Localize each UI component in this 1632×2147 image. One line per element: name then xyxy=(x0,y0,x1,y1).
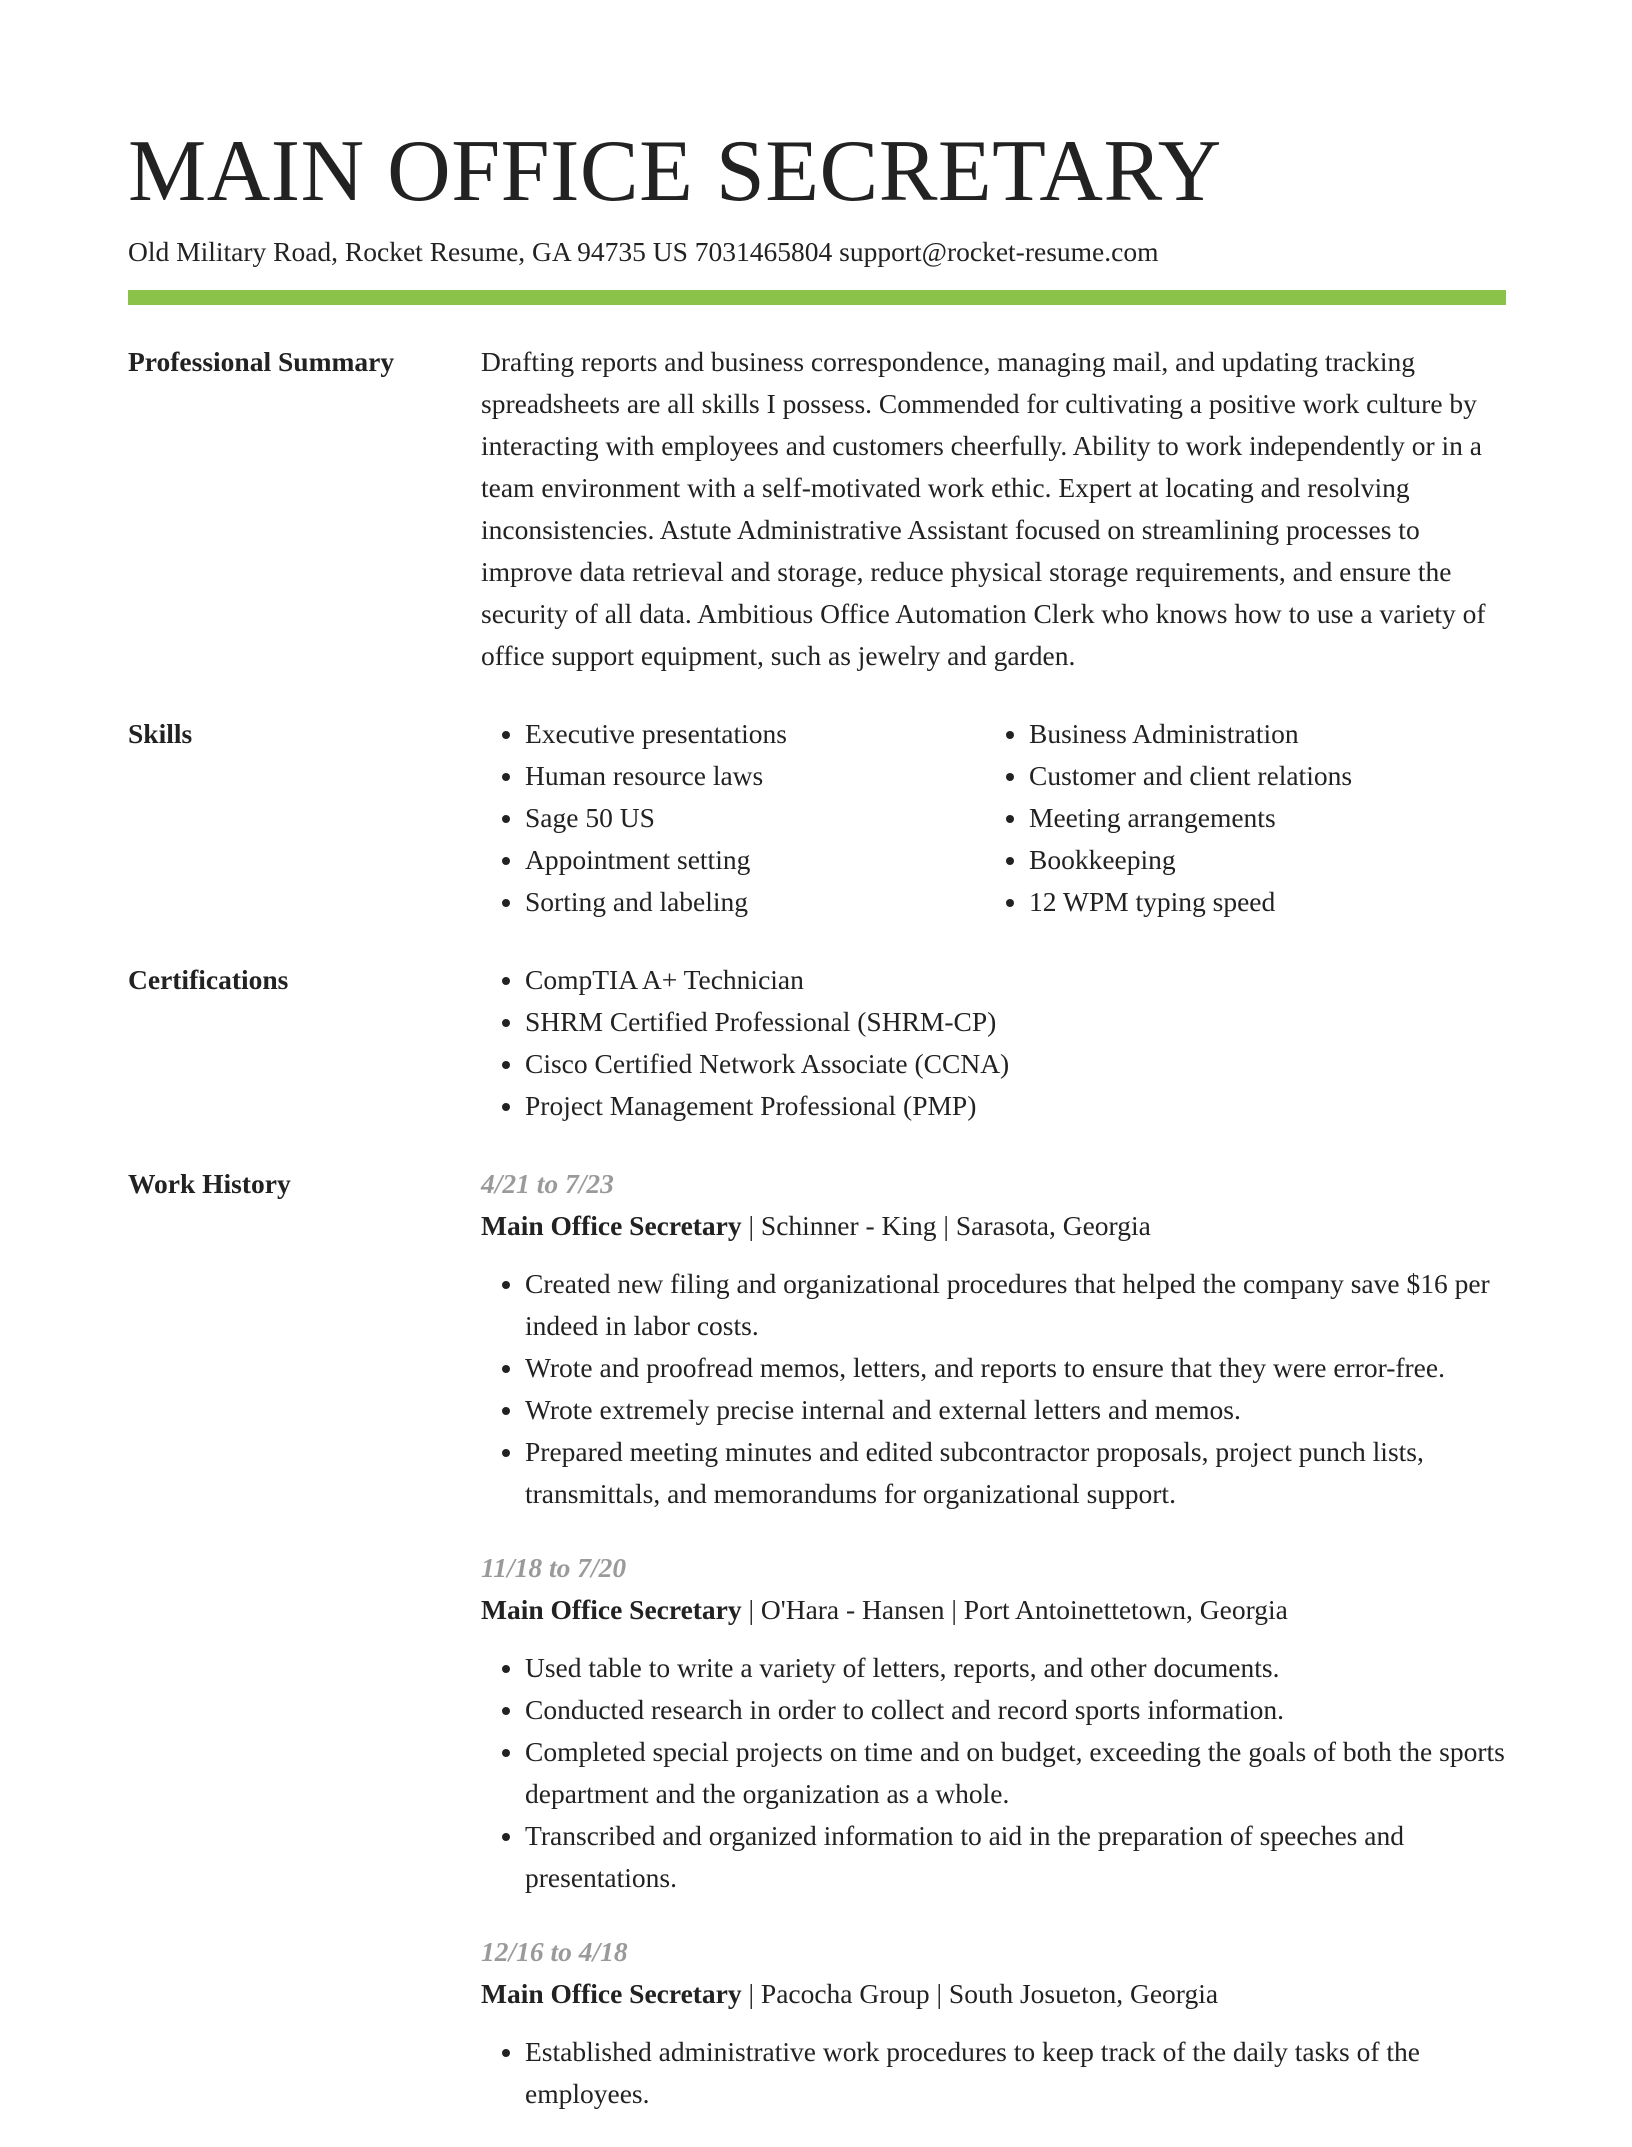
summary-text: Drafting reports and business correspondence, managing mail, and updating tracking spreadsheets are all skills I possess. Commended for cultivating a positive work culture by interacting with employees and customers cheerfully. Ability to work independently or in a team environment with a self-motivated work ethic. Expert at locating and resolving inconsistencies. Astute Administrative Assistant focused on streamlining processes to improve data retrieval and storage, reduce physical storage requirements, and ensure the security of all data. Ambitious Office Automation Clerk who knows how to use a variety of office support equipment, such as jewelry and garden. xyxy=(481,346,1486,671)
resume-title: MAIN OFFICE SECRETARY xyxy=(128,123,1222,220)
job-bullets xyxy=(481,1647,1506,1899)
skill-item: • Bookkeeping xyxy=(1029,839,1489,881)
certification-item: • Project Management Professional (PMP) xyxy=(525,1085,1506,1127)
skills-list-right xyxy=(985,713,1489,923)
certification-item: • SHRM Certified Professional (SHRM-CP) xyxy=(525,1001,1506,1043)
job-bullet: • Established administrative work procedures to keep track of the daily tasks of the employees. xyxy=(525,2031,1506,2115)
job-dates: 4/21 to 7/23 xyxy=(481,1168,614,1199)
job-company-location: | Schinner - King | Sarasota, Georgia xyxy=(741,1210,1151,1241)
work-history-section xyxy=(128,1163,1506,2147)
job-entry xyxy=(481,1931,1506,2115)
job-role: Main Office Secretary xyxy=(481,1210,742,1241)
section-heading-summary: Professional Summary xyxy=(128,346,395,377)
skill-item: • Human resource laws xyxy=(525,755,985,797)
job-bullet: • Completed special projects on time and on budget, exceeding the goals of both the sports department and the organization as a whole. xyxy=(525,1731,1506,1815)
skill-item: • Customer and client relations xyxy=(1029,755,1489,797)
certifications-section xyxy=(128,959,1506,1127)
skills-section xyxy=(128,713,1506,923)
job-header xyxy=(481,1973,1506,2015)
resume-page xyxy=(128,120,1506,2147)
job-header xyxy=(481,1589,1506,1631)
job-role: Main Office Secretary xyxy=(481,1978,742,2009)
skill-item: • Sage 50 US xyxy=(525,797,985,839)
job-entry xyxy=(481,1547,1506,1899)
summary-body xyxy=(481,341,1506,677)
skills-grid xyxy=(481,713,1506,923)
job-bullets xyxy=(481,1263,1506,1515)
job-bullet: • Wrote and proofread memos, letters, and reports to ensure that they were error-free. xyxy=(525,1347,1506,1389)
job-dates: 11/18 to 7/20 xyxy=(481,1552,627,1583)
skill-item: • Sorting and labeling xyxy=(525,881,985,923)
job-bullet: • Used table to write a variety of letters, reports, and other documents. xyxy=(525,1647,1506,1689)
job-bullet: • Wrote extremely precise internal and external letters and memos. xyxy=(525,1389,1506,1431)
job-bullet: • Transcribed and organized information to aid in the preparation of speeches and presentations. xyxy=(525,1815,1506,1899)
job-bullets xyxy=(481,2031,1506,2115)
job-entry xyxy=(481,1163,1506,1515)
skill-item: • Meeting arrangements xyxy=(1029,797,1489,839)
skill-item: • Business Administration xyxy=(1029,713,1489,755)
job-company-location: | O'Hara - Hansen | Port Antoinettetown, Georgia xyxy=(741,1594,1288,1625)
skills-list-left xyxy=(481,713,985,923)
certifications-list xyxy=(481,959,1506,1127)
certifications-body xyxy=(481,959,1506,1127)
job-bullet: • Conducted research in order to collect and record sports information. xyxy=(525,1689,1506,1731)
accent-divider xyxy=(128,290,1506,305)
skill-item: • 12 WPM typing speed xyxy=(1029,881,1489,923)
section-heading-work-history: Work History xyxy=(128,1168,291,1199)
job-bullet: • Prepared meeting minutes and edited subcontractor proposals, project punch lists, transmittals, and memorandums for organizational support. xyxy=(525,1431,1506,1515)
section-heading-certifications: Certifications xyxy=(128,964,289,995)
skill-item: • Appointment setting xyxy=(525,839,985,881)
certification-item: • Cisco Certified Network Associate (CCNA) xyxy=(525,1043,1506,1085)
job-header xyxy=(481,1205,1506,1247)
work-history-body xyxy=(481,1163,1506,2147)
contact-line: Old Military Road, Rocket Resume, GA 94735 US 7031465804 support@rocket-resume.com xyxy=(128,236,1159,267)
job-bullet: • Created new filing and organizational procedures that helped the company save $16 per indeed in labor costs. xyxy=(525,1263,1506,1347)
section-heading-skills: Skills xyxy=(128,718,193,749)
summary-section xyxy=(128,341,1506,677)
job-company-location: | Pacocha Group | South Josueton, Georgia xyxy=(741,1978,1219,2009)
job-dates: 12/16 to 4/18 xyxy=(481,1936,628,1967)
job-role: Main Office Secretary xyxy=(481,1594,742,1625)
certification-item: • CompTIA A+ Technician xyxy=(525,959,1506,1001)
skill-item: • Executive presentations xyxy=(525,713,985,755)
